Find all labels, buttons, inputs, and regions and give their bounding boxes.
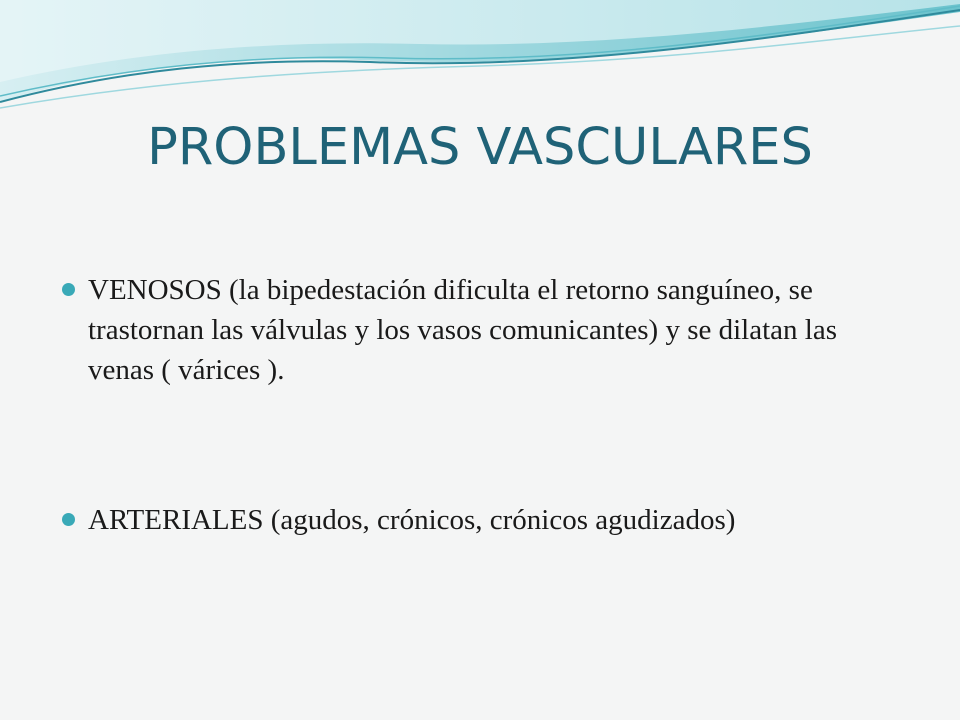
bullet-venosos	[60, 270, 900, 390]
bullet-text: VENOSOS (la bipedestación dificulta el retorno sanguíneo, se trastornan las válvulas y los vasos comunicantes) y se dilatan las venas ( várices ).	[88, 274, 837, 386]
bullet-arteriales	[60, 500, 900, 540]
wave-decoration	[0, 0, 960, 120]
slide-title: PROBLEMAS VASCULARES	[147, 118, 813, 177]
bullet-dot-icon	[62, 513, 75, 526]
bullet-list	[60, 270, 900, 540]
bullet-dot-icon	[62, 283, 75, 296]
bullet-text: ARTERIALES (agudos, crónicos, crónicos agudizados)	[88, 504, 736, 536]
